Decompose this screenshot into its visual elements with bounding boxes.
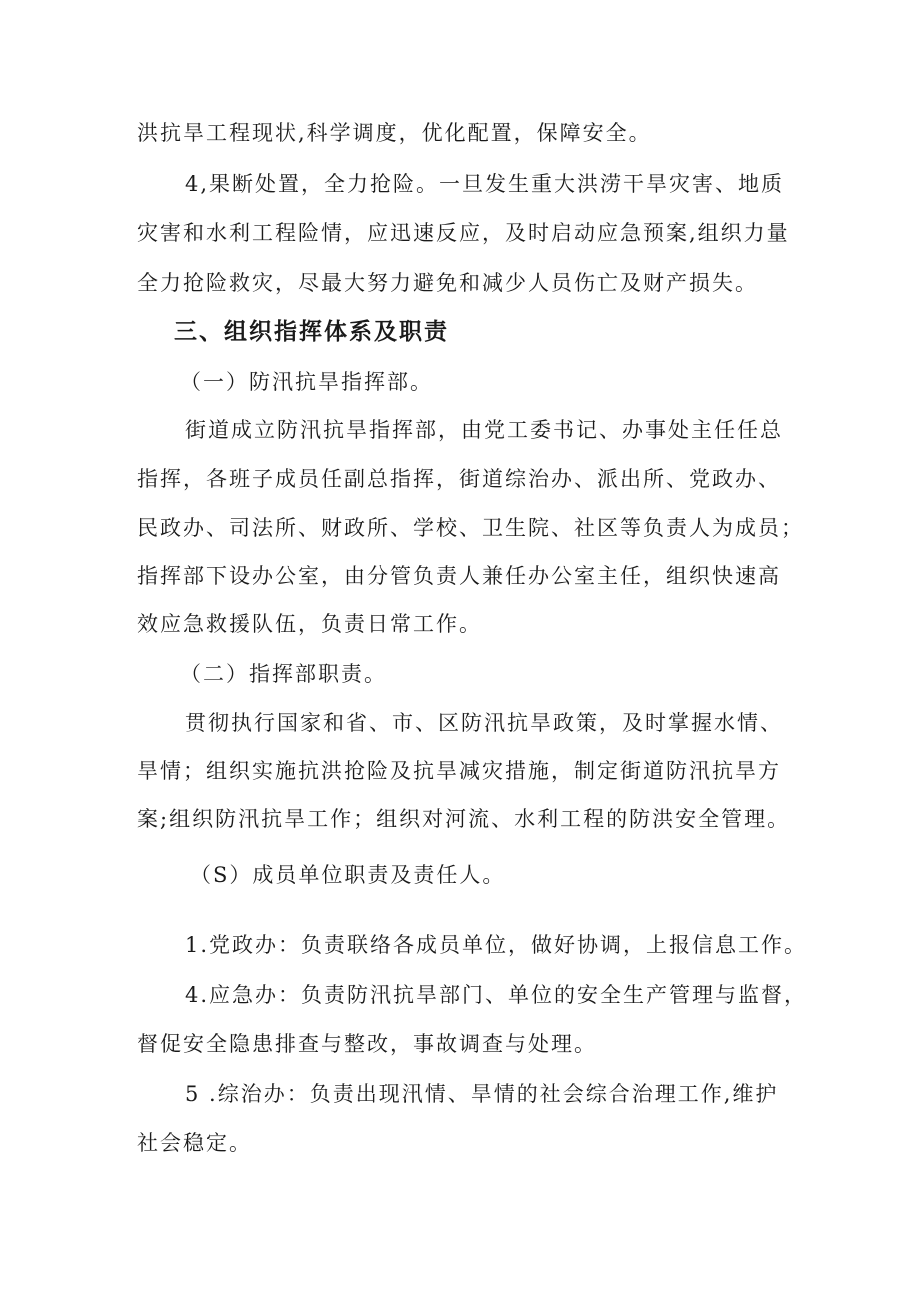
- paragraph-line: 贯彻执行国家和省、市、区防汛抗旱政策，及时掌握水情、: [185, 711, 783, 735]
- paragraph-line: 效应急救援队伍，负责日常工作。: [137, 612, 482, 636]
- section-heading: 三、组织指挥体系及职责: [174, 319, 449, 345]
- list-item: 5 .综治办：负责出现汛情、旱情的社会综合治理工作,维护: [185, 1082, 779, 1106]
- paragraph-line: 全力抢险救灾，尽最大努力避免和减少人员伤亡及财产损失。: [137, 271, 758, 295]
- subsection-heading: （二）指挥部职责。: [180, 662, 387, 686]
- subsection-heading: （一）防汛抗旱指挥部。: [180, 370, 433, 394]
- paragraph-line: 4,果断处置，全力抢险。一旦发生重大洪涝干旱灾害、地质: [185, 172, 785, 196]
- paragraph-line: 旱情；组织实施抗洪抢险及抗旱减灾措施，制定街道防汛抗旱方: [137, 759, 781, 783]
- paragraph-line: 社会稳定。: [137, 1131, 252, 1155]
- paragraph-line: 指挥部下设办公室，由分管负责人兼任办公室主任，组织快速高: [137, 564, 781, 588]
- subsection-heading: （S）成员单位职责及责任人。: [190, 863, 506, 887]
- paragraph-line: 民政办、司法所、财政所、学校、卫生院、社区等负责人为成员；: [137, 516, 804, 540]
- paragraph-line: 指挥，各班子成员任副总指挥，街道综治办、派出所、党政办、: [137, 467, 781, 491]
- list-item: 1.党政办：负责联络各成员单位，做好协调，上报信息工作。: [185, 933, 808, 957]
- paragraph-line: 街道成立防汛抗旱指挥部，由党工委书记、办事处主任任总: [185, 418, 783, 442]
- paragraph-line: 洪抗旱工程现状,科学调度，优化配置，保障安全。: [137, 121, 652, 145]
- paragraph-line: 案;组织防汛抗旱工作；组织对河流、水利工程的防洪安全管理。: [137, 807, 791, 831]
- list-item: 4.应急办：负责防汛抗旱部门、单位的安全生产管理与监督，: [185, 983, 808, 1007]
- paragraph-line: 灾害和水利工程险情，应迅速反应，及时启动应急预案,组织力量: [137, 221, 790, 245]
- paragraph-line: 督促安全隐患排查与整改，事故调查与处理。: [137, 1032, 597, 1056]
